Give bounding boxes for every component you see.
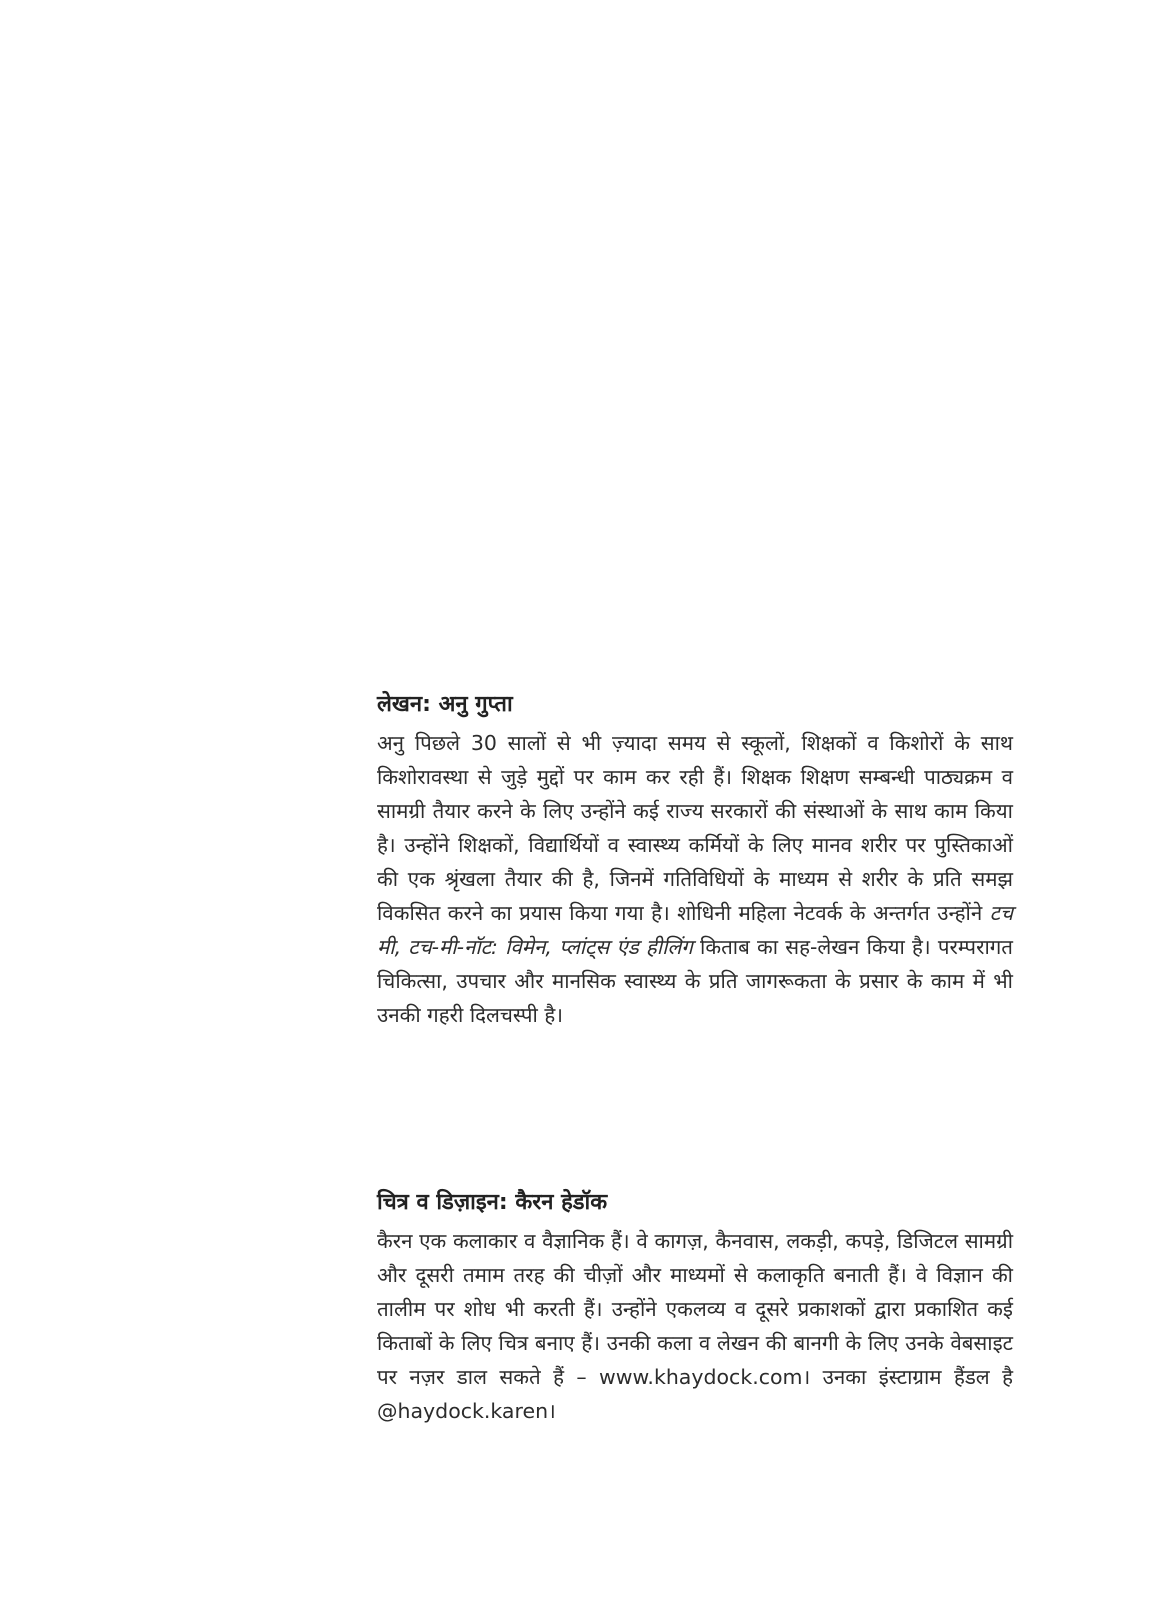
author-heading: लेखन: अनु गुप्ता bbox=[377, 692, 513, 717]
illustrator-bio: कैरन एक कलाकार व वैज्ञानिक हैं। वे कागज़, कैनवास, लकड़ी, कपड़े, डिजिटल सामग्री और दूसरी तमाम तरह की चीज़ों और माध्यमों से कलाकृति बनाती हैं। वे विज्ञान की तालीम पर शोध भी करती हैं। उन्होंने एकलव्य व दूसरे प्रकाशकों द्वारा प्रकाशित कई किताबों के लिए चित्र बनाए हैं। उनकी कला व लेखन की बानगी के लिए उनके वेबसाइट पर नज़र डाल सकते हैं – www.khaydock.com। उनका इंस्टाग्राम हैंडल है @haydock.karen। bbox=[377, 1229, 1013, 1423]
author-bio bbox=[377, 726, 1013, 1032]
illustrator-section bbox=[377, 1186, 1013, 1428]
book-title: टच मी, टच-मी-नॉट: विमेन, प्लांट्स एंड हीलिंग bbox=[377, 901, 1013, 959]
author-bio-part2: किताब का सह-लेखन किया है। परम्परागत चिकित्सा, उपचार और मानसिक स्वास्थ्य के प्रति जागरूकता के प्रसार के काम में भी उनकी गहरी दिलचस्पी है। bbox=[377, 935, 1013, 1027]
illustrator-heading: चित्र व डिज़ाइन: कैरन हेडॉक bbox=[377, 1190, 608, 1215]
author-bio-part1: अनु पिछले 30 सालों से भी ज़्यादा समय से स्कूलों, शिक्षकों व किशोरों के साथ किशोरावस्था से जुड़े मुद्दों पर काम कर रही हैं। शिक्षक शिक्षण सम्बन्धी पाठ्यक्रम व सामग्री तैयार करने के लिए उन्होंने कई राज्य सरकारों की संस्थाओं के साथ काम किया है। उन्होंने शिक्षकों, विद्यार्थियों व स्वास्थ्य कर्मियों के लिए मानव शरीर पर पुस्तिकाओं की एक श्रृंखला तैयार की है, जिनमें गतिविधियों के माध्यम से शरीर के प्रति समझ विकसित करने का प्रयास किया गया है। शोधिनी महिला नेटवर्क के अन्तर्गत उन्होंने bbox=[377, 731, 1013, 925]
author-section bbox=[377, 688, 1013, 1032]
